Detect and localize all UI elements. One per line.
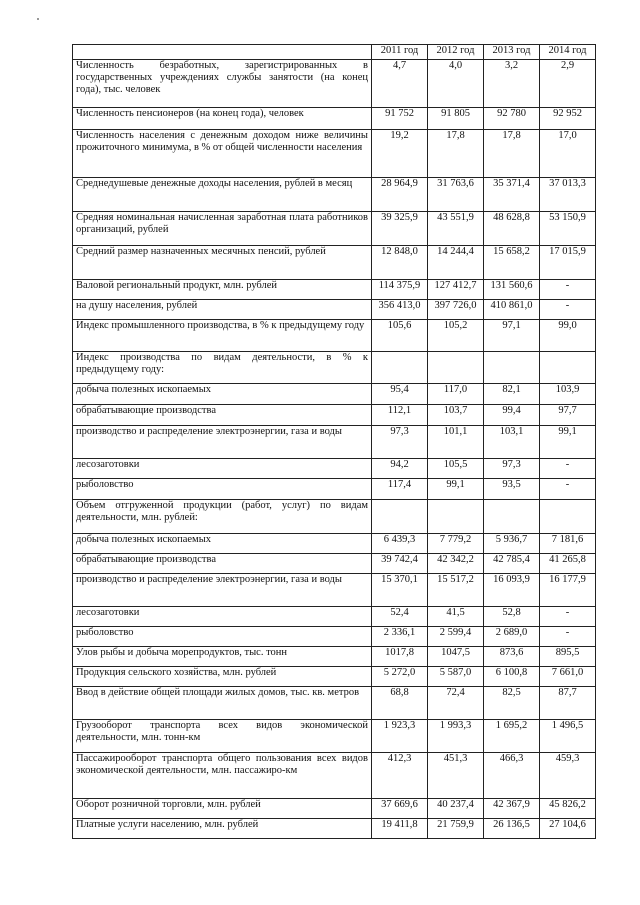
row-value: 1 496,5 bbox=[540, 720, 596, 753]
row-value: 99,1 bbox=[540, 426, 596, 459]
row-value: 15 658,2 bbox=[484, 246, 540, 280]
table-row bbox=[73, 300, 596, 320]
row-value: 92 952 bbox=[540, 108, 596, 130]
table-row bbox=[73, 687, 596, 720]
table-row bbox=[73, 720, 596, 753]
row-value: 87,7 bbox=[540, 687, 596, 720]
row-value: 99,1 bbox=[428, 479, 484, 500]
row-value bbox=[372, 352, 428, 384]
row-label: Средняя номинальная начисленная заработная плата работников организаций, рублей bbox=[73, 212, 372, 246]
header-indicator-cell bbox=[73, 45, 372, 60]
row-value: 1017,8 bbox=[372, 647, 428, 667]
row-value: 41,5 bbox=[428, 607, 484, 627]
row-value: 53 150,9 bbox=[540, 212, 596, 246]
row-value: 127 412,7 bbox=[428, 280, 484, 300]
table-row bbox=[73, 130, 596, 178]
table-row bbox=[73, 108, 596, 130]
row-value: 31 763,6 bbox=[428, 178, 484, 212]
row-value: 6 100,8 bbox=[484, 667, 540, 687]
row-value: 26 136,5 bbox=[484, 819, 540, 839]
table-row bbox=[73, 426, 596, 459]
row-value: 52,8 bbox=[484, 607, 540, 627]
row-value: 1 993,3 bbox=[428, 720, 484, 753]
table-row bbox=[73, 405, 596, 426]
row-value: 5 936,7 bbox=[484, 534, 540, 554]
row-label: Индекс промышленного производства, в % к предыдущему году bbox=[73, 320, 372, 352]
row-value: 91 805 bbox=[428, 108, 484, 130]
row-label: Пассажирооборот транспорта общего пользования всех видов экономической деятельности, млн. пассажиро-км bbox=[73, 753, 372, 799]
table-row bbox=[73, 627, 596, 647]
row-value: 410 861,0 bbox=[484, 300, 540, 320]
row-value: 92 780 bbox=[484, 108, 540, 130]
header-year-2012: 2012 год bbox=[428, 45, 484, 60]
row-value: 356 413,0 bbox=[372, 300, 428, 320]
row-label: Улов рыбы и добыча морепродуктов, тыс. тонн bbox=[73, 647, 372, 667]
row-value: 17 015,9 bbox=[540, 246, 596, 280]
row-value: 43 551,9 bbox=[428, 212, 484, 246]
row-value: 412,3 bbox=[372, 753, 428, 799]
row-value: 6 439,3 bbox=[372, 534, 428, 554]
row-value bbox=[372, 500, 428, 534]
row-label: Среднедушевые денежные доходы населения, рублей в месяц bbox=[73, 178, 372, 212]
row-value: 114 375,9 bbox=[372, 280, 428, 300]
row-value bbox=[484, 500, 540, 534]
row-value: 45 826,2 bbox=[540, 799, 596, 819]
row-value: 27 104,6 bbox=[540, 819, 596, 839]
row-value: 15 517,2 bbox=[428, 574, 484, 607]
header-year-2013: 2013 год bbox=[484, 45, 540, 60]
row-label: лесозаготовки bbox=[73, 459, 372, 479]
row-label: добыча полезных ископаемых bbox=[73, 384, 372, 405]
table-row bbox=[73, 280, 596, 300]
row-value: 5 272,0 bbox=[372, 667, 428, 687]
row-value: - bbox=[540, 627, 596, 647]
row-value: 2 599,4 bbox=[428, 627, 484, 647]
row-value: 15 370,1 bbox=[372, 574, 428, 607]
row-label: обрабатывающие производства bbox=[73, 554, 372, 574]
row-value: 93,5 bbox=[484, 479, 540, 500]
row-value: 103,1 bbox=[484, 426, 540, 459]
row-value: 28 964,9 bbox=[372, 178, 428, 212]
table-row bbox=[73, 178, 596, 212]
row-value: 4,0 bbox=[428, 60, 484, 108]
row-value: 101,1 bbox=[428, 426, 484, 459]
row-value: 97,7 bbox=[540, 405, 596, 426]
table-row bbox=[73, 500, 596, 534]
row-value: 35 371,4 bbox=[484, 178, 540, 212]
row-value: 37 013,3 bbox=[540, 178, 596, 212]
statistics-table bbox=[72, 44, 596, 839]
table-row bbox=[73, 667, 596, 687]
row-value: 40 237,4 bbox=[428, 799, 484, 819]
row-value: 1 695,2 bbox=[484, 720, 540, 753]
row-value: 103,9 bbox=[540, 384, 596, 405]
row-value: 17,0 bbox=[540, 130, 596, 178]
row-label: Численность пенсионеров (на конец года), человек bbox=[73, 108, 372, 130]
table-row bbox=[73, 212, 596, 246]
table-row bbox=[73, 246, 596, 280]
table-row bbox=[73, 647, 596, 667]
row-value: 397 726,0 bbox=[428, 300, 484, 320]
row-value: 873,6 bbox=[484, 647, 540, 667]
row-value: 131 560,6 bbox=[484, 280, 540, 300]
row-label: Оборот розничной торговли, млн. рублей bbox=[73, 799, 372, 819]
row-value: 37 669,6 bbox=[372, 799, 428, 819]
row-label: Продукция сельского хозяйства, млн. рублей bbox=[73, 667, 372, 687]
row-label: Численность населения с денежным доходом ниже величины прожиточного минимума, в % от общей численности населения bbox=[73, 130, 372, 178]
row-value: - bbox=[540, 607, 596, 627]
row-label: Объем отгруженной продукции (работ, услуг) по видам деятельности, млн. рублей: bbox=[73, 500, 372, 534]
table-row bbox=[73, 459, 596, 479]
row-value: 19 411,8 bbox=[372, 819, 428, 839]
table-row bbox=[73, 320, 596, 352]
table-row bbox=[73, 574, 596, 607]
table-row bbox=[73, 799, 596, 819]
row-value: 7 181,6 bbox=[540, 534, 596, 554]
row-value bbox=[484, 352, 540, 384]
row-value: 2 336,1 bbox=[372, 627, 428, 647]
header-year-2011: 2011 год bbox=[372, 45, 428, 60]
row-label: Грузооборот транспорта всех видов экономической деятельности, млн. тонн-км bbox=[73, 720, 372, 753]
row-label: Индекс производства по видам деятельности, в % к предыдущему году: bbox=[73, 352, 372, 384]
row-value: - bbox=[540, 459, 596, 479]
row-value: 99,0 bbox=[540, 320, 596, 352]
scan-speck bbox=[37, 18, 39, 20]
row-label: Ввод в действие общей площади жилых домов, тыс. кв. метров bbox=[73, 687, 372, 720]
row-value: - bbox=[540, 300, 596, 320]
row-value: 103,7 bbox=[428, 405, 484, 426]
row-value: 48 628,8 bbox=[484, 212, 540, 246]
row-value: 14 244,4 bbox=[428, 246, 484, 280]
row-value: 451,3 bbox=[428, 753, 484, 799]
table-row bbox=[73, 534, 596, 554]
row-value: 7 661,0 bbox=[540, 667, 596, 687]
row-value: 17,8 bbox=[484, 130, 540, 178]
row-label: на душу населения, рублей bbox=[73, 300, 372, 320]
row-value: 99,4 bbox=[484, 405, 540, 426]
table-row bbox=[73, 60, 596, 108]
row-value: 4,7 bbox=[372, 60, 428, 108]
row-value: 42 342,2 bbox=[428, 554, 484, 574]
row-value: 16 093,9 bbox=[484, 574, 540, 607]
row-value: 895,5 bbox=[540, 647, 596, 667]
table-body bbox=[73, 60, 596, 839]
row-value: 16 177,9 bbox=[540, 574, 596, 607]
header-year-2014: 2014 год bbox=[540, 45, 596, 60]
row-value: 19,2 bbox=[372, 130, 428, 178]
row-value: 3,2 bbox=[484, 60, 540, 108]
row-value: 12 848,0 bbox=[372, 246, 428, 280]
table-row bbox=[73, 479, 596, 500]
row-value: 117,4 bbox=[372, 479, 428, 500]
row-value: 2,9 bbox=[540, 60, 596, 108]
row-value: 72,4 bbox=[428, 687, 484, 720]
row-value: 105,5 bbox=[428, 459, 484, 479]
row-value: 17,8 bbox=[428, 130, 484, 178]
row-value: 97,3 bbox=[484, 459, 540, 479]
table-row bbox=[73, 554, 596, 574]
row-value: 94,2 bbox=[372, 459, 428, 479]
row-label: производство и распределение электроэнергии, газа и воды bbox=[73, 574, 372, 607]
row-value: 459,3 bbox=[540, 753, 596, 799]
row-value: 1047,5 bbox=[428, 647, 484, 667]
row-label: Платные услуги населению, млн. рублей bbox=[73, 819, 372, 839]
row-label: обрабатывающие производства bbox=[73, 405, 372, 426]
row-value: 105,6 bbox=[372, 320, 428, 352]
row-value: 5 587,0 bbox=[428, 667, 484, 687]
table-row bbox=[73, 607, 596, 627]
table-row bbox=[73, 819, 596, 839]
row-value: 52,4 bbox=[372, 607, 428, 627]
row-value: 105,2 bbox=[428, 320, 484, 352]
row-value: 117,0 bbox=[428, 384, 484, 405]
row-value: 68,8 bbox=[372, 687, 428, 720]
row-value: 42 785,4 bbox=[484, 554, 540, 574]
row-value: - bbox=[540, 479, 596, 500]
row-label: добыча полезных ископаемых bbox=[73, 534, 372, 554]
row-label: производство и распределение электроэнергии, газа и воды bbox=[73, 426, 372, 459]
row-value: 2 689,0 bbox=[484, 627, 540, 647]
row-value: 82,5 bbox=[484, 687, 540, 720]
table-row bbox=[73, 753, 596, 799]
row-value: - bbox=[540, 280, 596, 300]
row-label: рыболовство bbox=[73, 479, 372, 500]
row-value bbox=[540, 352, 596, 384]
row-value: 82,1 bbox=[484, 384, 540, 405]
row-label: Численность безработных, зарегистрированных в государственных учреждениях службы занятости (на конец года), тыс. человек bbox=[73, 60, 372, 108]
table-row bbox=[73, 384, 596, 405]
row-value bbox=[428, 352, 484, 384]
row-value: 466,3 bbox=[484, 753, 540, 799]
row-value: 7 779,2 bbox=[428, 534, 484, 554]
row-value bbox=[540, 500, 596, 534]
row-value: 97,1 bbox=[484, 320, 540, 352]
row-label: лесозаготовки bbox=[73, 607, 372, 627]
row-value: 42 367,9 bbox=[484, 799, 540, 819]
row-value: 21 759,9 bbox=[428, 819, 484, 839]
row-value: 41 265,8 bbox=[540, 554, 596, 574]
row-label: рыболовство bbox=[73, 627, 372, 647]
row-label: Валовой региональный продукт, млн. рублей bbox=[73, 280, 372, 300]
row-value: 97,3 bbox=[372, 426, 428, 459]
row-value: 39 742,4 bbox=[372, 554, 428, 574]
row-value: 112,1 bbox=[372, 405, 428, 426]
row-value bbox=[428, 500, 484, 534]
table-row bbox=[73, 352, 596, 384]
header-row bbox=[73, 45, 596, 60]
row-value: 95,4 bbox=[372, 384, 428, 405]
row-label: Средний размер назначенных месячных пенсий, рублей bbox=[73, 246, 372, 280]
row-value: 39 325,9 bbox=[372, 212, 428, 246]
row-value: 91 752 bbox=[372, 108, 428, 130]
row-value: 1 923,3 bbox=[372, 720, 428, 753]
